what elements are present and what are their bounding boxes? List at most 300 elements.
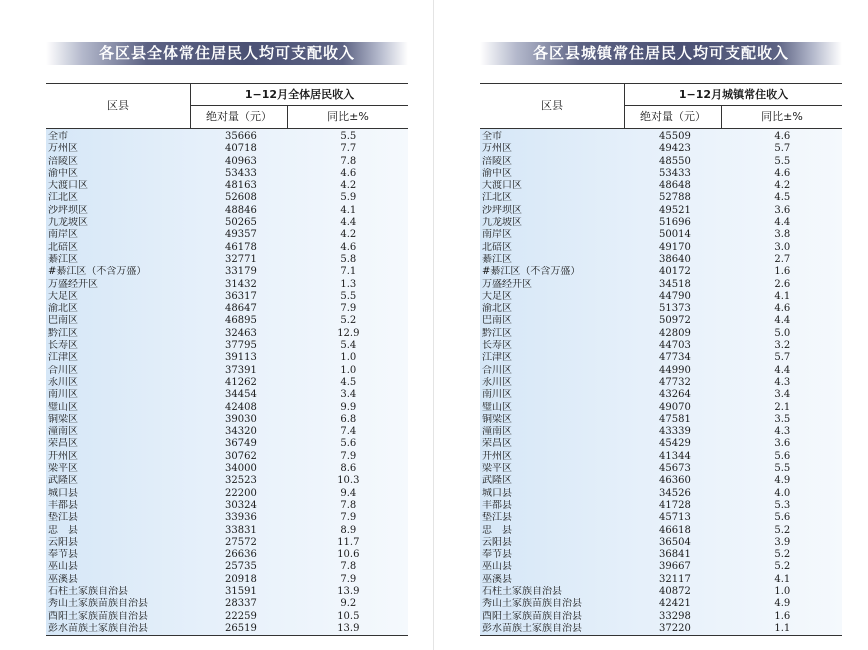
table-row: [46, 426, 408, 438]
yoy-change-cell: 7.8: [340, 155, 357, 167]
table-row: [46, 623, 408, 635]
table-row: [46, 156, 408, 168]
yoy-change-cell: 5.9: [340, 192, 357, 204]
yoy-change-cell: 5.3: [774, 499, 791, 511]
region-name-cell: 彭水苗族土家族自治县: [482, 622, 582, 634]
region-name-cell: #綦江区（不含万盛）: [482, 266, 581, 278]
region-name-cell: 江津区: [48, 352, 78, 364]
absolute-amount-cell: 46178: [225, 241, 257, 253]
table-row: [480, 402, 842, 414]
table-row: [46, 168, 408, 180]
absolute-amount-cell: 36841: [659, 549, 691, 561]
yoy-change-cell: 1.3: [340, 278, 357, 290]
absolute-amount-cell: 42408: [225, 401, 257, 413]
yoy-change-cell: 5.6: [774, 512, 791, 524]
region-name-cell: 涪陵区: [48, 155, 78, 167]
region-name-cell: 渝中区: [482, 167, 512, 179]
yoy-change-header: 同比±%: [327, 110, 369, 123]
absolute-amount-cell: 43264: [659, 389, 691, 401]
absolute-amount-cell: 38640: [659, 253, 691, 265]
table-row: [480, 389, 842, 401]
region-name-cell: 长寿区: [482, 340, 512, 352]
region-name-cell: 沙坪坝区: [482, 204, 522, 216]
yoy-change-cell: 7.9: [340, 450, 357, 462]
table-row: [480, 512, 842, 524]
absolute-amount-cell: 33936: [225, 512, 257, 524]
table-row: [46, 525, 408, 537]
region-name-cell: 云阳县: [482, 536, 512, 548]
region-name-cell: 南川区: [48, 389, 78, 401]
region-name-cell: 九龙坡区: [482, 217, 522, 229]
table-row: [480, 598, 842, 610]
absolute-amount-cell: 41728: [659, 499, 691, 511]
region-name-cell: 江北区: [482, 192, 512, 204]
absolute-amount-cell: 43339: [659, 426, 691, 438]
region-name-cell: 城口县: [48, 487, 78, 499]
table-row: [46, 537, 408, 549]
table-row: [480, 537, 842, 549]
table-row: [46, 303, 408, 315]
absolute-amount-cell: 39030: [225, 413, 257, 425]
panel-title: 各区县全体常住居民人均可支配收入: [46, 42, 408, 65]
absolute-amount-cell: 48550: [659, 155, 691, 167]
absolute-amount-cell: 46360: [659, 475, 691, 487]
yoy-change-header: 同比±%: [761, 110, 803, 123]
table-row: [480, 131, 842, 143]
absolute-amount-cell: 40172: [659, 266, 691, 278]
region-name-cell: 开州区: [48, 450, 78, 462]
region-name-cell: 武隆区: [48, 475, 78, 487]
yoy-change-cell: 4.4: [774, 315, 791, 327]
table-row: [46, 438, 408, 450]
absolute-amount-cell: 37220: [659, 622, 691, 634]
yoy-change-cell: 5.5: [774, 463, 791, 475]
yoy-change-cell: 2.7: [774, 253, 791, 265]
absolute-amount-cell: 32523: [225, 475, 257, 487]
yoy-change-cell: 3.6: [774, 204, 791, 216]
table-row: [46, 598, 408, 610]
absolute-amount-cell: 45673: [659, 463, 691, 475]
table-row: [480, 229, 842, 241]
region-name-cell: 长寿区: [48, 340, 78, 352]
table-row: [46, 488, 408, 500]
table-row: [480, 451, 842, 463]
region-name-cell: 荣昌区: [48, 438, 78, 450]
table-row: [480, 303, 842, 315]
absolute-amount-cell: 33298: [659, 610, 691, 622]
absolute-amount-cell: 48648: [659, 180, 691, 192]
region-name-cell: 丰都县: [482, 499, 512, 511]
absolute-amount-cell: 30324: [225, 499, 257, 511]
region-name-cell: 酉阳土家族苗族自治县: [48, 610, 148, 622]
table-row: [46, 180, 408, 192]
absolute-amount-cell: 50014: [659, 229, 691, 241]
yoy-change-cell: 4.2: [340, 180, 357, 192]
table-row: [46, 254, 408, 266]
table-row: [480, 217, 842, 229]
absolute-amount-cell: 22259: [225, 610, 257, 622]
absolute-amount-cell: 34000: [225, 463, 257, 475]
region-name-cell: 巫溪县: [48, 573, 78, 585]
region-name-cell: 南川区: [482, 389, 512, 401]
absolute-amount-cell: 33831: [225, 524, 257, 536]
absolute-amount-cell: 52608: [225, 192, 257, 204]
absolute-amount-cell: 27572: [225, 536, 257, 548]
yoy-change-cell: 4.9: [774, 475, 791, 487]
region-name-cell: 秀山土家族苗族自治县: [48, 598, 148, 610]
region-name-cell: 云阳县: [48, 536, 78, 548]
table-body: [46, 129, 408, 636]
region-name-cell: 丰都县: [48, 499, 78, 511]
table-row: [46, 586, 408, 598]
table-row: [46, 402, 408, 414]
yoy-change-cell: 7.8: [340, 499, 357, 511]
table-row: [480, 279, 842, 291]
region-name-cell: 大渡口区: [482, 180, 522, 192]
table-row: [480, 377, 842, 389]
region-name-cell: 九龙坡区: [48, 217, 88, 229]
region-name-cell: 渝北区: [48, 303, 78, 315]
yoy-change-cell: 5.0: [774, 327, 791, 339]
absolute-amount-cell: 39113: [225, 352, 257, 364]
yoy-change-cell: 5.8: [340, 253, 357, 265]
yoy-change-cell: 5.7: [774, 352, 791, 364]
absolute-amount-cell: 28337: [225, 598, 257, 610]
income-group-header: 1−12月城镇常住收入: [625, 84, 842, 106]
region-name-cell: 全市: [48, 131, 68, 142]
yoy-change-cell: 4.1: [774, 290, 791, 302]
absolute-amount-cell: 52788: [659, 192, 691, 204]
table-row: [480, 549, 842, 561]
region-name-cell: 綦江区: [48, 253, 78, 265]
table-row: [46, 451, 408, 463]
region-name-cell: 垫江县: [48, 512, 78, 524]
region-name-cell: 万盛经开区: [48, 278, 98, 290]
table-row: [480, 475, 842, 487]
yoy-change-cell: 13.9: [337, 585, 360, 597]
yoy-change-cell: 7.7: [340, 143, 357, 155]
yoy-change-cell: 3.4: [340, 389, 357, 401]
region-name-cell: 巴南区: [48, 315, 78, 327]
region-name-cell: 南岸区: [482, 229, 512, 241]
yoy-change-cell: 4.2: [340, 229, 357, 241]
all-residents-income-panel: [46, 42, 408, 636]
region-name-cell: 北碚区: [482, 241, 512, 253]
absolute-amount-cell: 40963: [225, 155, 257, 167]
absolute-amount-cell: 26636: [225, 549, 257, 561]
absolute-amount-cell: 49423: [659, 143, 691, 155]
table-row: [480, 525, 842, 537]
yoy-change-cell: 4.6: [340, 167, 357, 179]
yoy-change-cell: 7.1: [340, 266, 357, 278]
yoy-change-cell: 4.5: [340, 376, 357, 388]
yoy-change-cell: 5.6: [774, 450, 791, 462]
table-row: [480, 586, 842, 598]
yoy-change-cell: 7.9: [340, 512, 357, 524]
yoy-change-cell: 5.6: [340, 438, 357, 450]
yoy-change-cell: 5.2: [774, 524, 791, 536]
region-name-cell: 奉节县: [48, 549, 78, 561]
absolute-amount-cell: 48163: [225, 180, 257, 192]
table-header: [480, 84, 842, 129]
region-name-cell: 开州区: [482, 450, 512, 462]
table-row: [46, 205, 408, 217]
absolute-amount-cell: 22200: [225, 487, 257, 499]
absolute-amount-cell: 49521: [659, 204, 691, 216]
table-row: [480, 156, 842, 168]
table-row: [46, 549, 408, 561]
absolute-amount-cell: 20918: [225, 573, 257, 585]
absolute-amount-cell: 31591: [225, 585, 257, 597]
table-row: [46, 315, 408, 327]
absolute-amount-cell: 47581: [659, 413, 691, 425]
yoy-change-cell: 12.9: [337, 327, 360, 339]
table-row: [480, 574, 842, 586]
absolute-amount-cell: 40718: [225, 143, 257, 155]
region-name-cell: 武隆区: [482, 475, 512, 487]
region-name-cell: 石柱土家族自治县: [48, 585, 128, 597]
absolute-amount-cell: 46895: [225, 315, 257, 327]
table-row: [480, 414, 842, 426]
yoy-change-cell: 1.6: [774, 610, 791, 622]
absolute-amount-cell: 44990: [659, 364, 691, 376]
absolute-amount-cell: 42809: [659, 327, 691, 339]
yoy-change-cell: 4.3: [774, 376, 791, 388]
absolute-amount-cell: 49070: [659, 401, 691, 413]
absolute-amount-cell: 45429: [659, 438, 691, 450]
yoy-change-cell: 1.6: [774, 266, 791, 278]
yoy-change-cell: 8.9: [340, 524, 357, 536]
absolute-amount-cell: 36504: [659, 536, 691, 548]
region-name-cell: 大足区: [48, 290, 78, 302]
absolute-amount-cell: 53433: [659, 167, 691, 179]
region-name-cell: 荣昌区: [482, 438, 512, 450]
absolute-amount-cell: 35666: [225, 131, 257, 142]
table-row: [480, 242, 842, 254]
table-row: [46, 242, 408, 254]
table-row: [46, 340, 408, 352]
table-row: [46, 143, 408, 155]
yoy-change-cell: 4.0: [774, 487, 791, 499]
table-row: [46, 291, 408, 303]
region-name-cell: 巫山县: [48, 561, 78, 573]
yoy-change-cell: 7.4: [340, 426, 357, 438]
region-name-cell: 巫山县: [482, 561, 512, 573]
table-row: [480, 561, 842, 573]
region-name-cell: 江津区: [482, 352, 512, 364]
yoy-change-cell: 3.8: [774, 229, 791, 241]
absolute-amount-cell: 50265: [225, 217, 257, 229]
absolute-amount-cell: 44790: [659, 290, 691, 302]
absolute-amount-cell: 51696: [659, 217, 691, 229]
absolute-amount-cell: 49170: [659, 241, 691, 253]
yoy-change-cell: 5.2: [774, 561, 791, 573]
table-row: [480, 192, 842, 204]
yoy-change-cell: 5.5: [340, 131, 357, 142]
absolute-amount-cell: 53433: [225, 167, 257, 179]
absolute-amount-cell: 39667: [659, 561, 691, 573]
table-row: [480, 340, 842, 352]
yoy-change-cell: 2.1: [774, 401, 791, 413]
region-name-cell: 巫溪县: [482, 573, 512, 585]
region-name-cell: 渝北区: [482, 303, 512, 315]
region-name-cell: 綦江区: [482, 253, 512, 265]
yoy-change-cell: 7.9: [340, 303, 357, 315]
absolute-amount-cell: 34320: [225, 426, 257, 438]
yoy-change-cell: 11.7: [337, 536, 360, 548]
table-row: [46, 463, 408, 475]
region-name-cell: 城口县: [482, 487, 512, 499]
yoy-change-cell: 13.9: [337, 622, 360, 634]
table-row: [46, 512, 408, 524]
region-name-cell: 万州区: [482, 143, 512, 155]
region-name-cell: 全市: [482, 131, 502, 142]
table-row: [46, 266, 408, 278]
yoy-change-cell: 3.0: [774, 241, 791, 253]
table-row: [480, 254, 842, 266]
yoy-change-cell: 9.9: [340, 401, 357, 413]
yoy-change-cell: 5.2: [774, 549, 791, 561]
absolute-amount-cell: 45509: [659, 131, 691, 142]
yoy-change-cell: 5.5: [340, 290, 357, 302]
yoy-change-cell: 3.6: [774, 438, 791, 450]
region-name-cell: 酉阳土家族苗族自治县: [482, 610, 582, 622]
table-row: [46, 414, 408, 426]
yoy-change-cell: 10.6: [337, 549, 360, 561]
table-row: [480, 205, 842, 217]
table-row: [480, 352, 842, 364]
absolute-amount-cell: 47732: [659, 376, 691, 388]
yoy-change-cell: 1.0: [340, 352, 357, 364]
absolute-amount-cell: 37795: [225, 340, 257, 352]
region-name-cell: 奉节县: [482, 549, 512, 561]
region-name-cell: 秀山土家族苗族自治县: [482, 598, 582, 610]
region-name-cell: 潼南区: [48, 426, 78, 438]
region-name-cell: 永川区: [48, 376, 78, 388]
table-row: [46, 475, 408, 487]
region-name-cell: 渝中区: [48, 167, 78, 179]
absolute-amount-cell: 34526: [659, 487, 691, 499]
table-row: [480, 365, 842, 377]
absolute-amount-cell: 50972: [659, 315, 691, 327]
table-row: [480, 315, 842, 327]
absolute-amount-header: 绝对量（元）: [191, 106, 288, 128]
yoy-change-cell: 4.6: [340, 241, 357, 253]
absolute-amount-cell: 37391: [225, 364, 257, 376]
region-name-cell: 忠 县: [482, 524, 512, 536]
absolute-amount-cell: 33179: [225, 266, 257, 278]
absolute-amount-cell: 45713: [659, 512, 691, 524]
income-table: [480, 83, 842, 636]
table-row: [46, 328, 408, 340]
yoy-change-cell: 6.8: [340, 413, 357, 425]
table-row: [480, 143, 842, 155]
region-column-header: 区县: [480, 84, 625, 128]
table-row: [480, 426, 842, 438]
yoy-change-cell: 9.2: [340, 598, 357, 610]
region-name-cell: 合川区: [482, 364, 512, 376]
region-name-cell: 忠 县: [48, 524, 78, 536]
yoy-change-cell: 3.9: [774, 536, 791, 548]
table-row: [46, 561, 408, 573]
absolute-amount-cell: 34518: [659, 278, 691, 290]
table-row: [46, 611, 408, 623]
absolute-amount-cell: 32463: [225, 327, 257, 339]
region-name-cell: 万州区: [48, 143, 78, 155]
absolute-amount-cell: 42421: [659, 598, 691, 610]
yoy-change-cell: 2.6: [774, 278, 791, 290]
yoy-change-cell: 4.6: [774, 131, 791, 142]
yoy-change-cell: 4.6: [774, 167, 791, 179]
region-name-cell: 万盛经开区: [482, 278, 532, 290]
absolute-amount-header: 绝对量（元）: [625, 106, 722, 128]
absolute-amount-cell: 30762: [225, 450, 257, 462]
yoy-change-cell: 8.6: [340, 463, 357, 475]
absolute-amount-cell: 40872: [659, 585, 691, 597]
yoy-change-cell: 4.2: [774, 180, 791, 192]
table-row: [480, 611, 842, 623]
region-name-cell: 铜梁区: [48, 413, 78, 425]
table-row: [46, 217, 408, 229]
region-name-cell: 璧山区: [482, 401, 512, 413]
table-row: [46, 389, 408, 401]
absolute-amount-cell: 36317: [225, 290, 257, 302]
region-name-cell: 江北区: [48, 192, 78, 204]
region-name-cell: 沙坪坝区: [48, 204, 88, 216]
yoy-change-cell: 1.1: [774, 622, 791, 634]
region-name-cell: 潼南区: [482, 426, 512, 438]
yoy-change-cell: 5.2: [340, 315, 357, 327]
absolute-amount-cell: 32117: [659, 573, 691, 585]
yoy-change-cell: 9.4: [340, 487, 357, 499]
absolute-amount-cell: 26519: [225, 622, 257, 634]
yoy-change-cell: 3.4: [774, 389, 791, 401]
table-row: [480, 291, 842, 303]
table-row: [480, 623, 842, 635]
table-row: [46, 229, 408, 241]
absolute-amount-cell: 44703: [659, 340, 691, 352]
region-name-cell: 石柱土家族自治县: [482, 585, 562, 597]
table-row: [46, 377, 408, 389]
table-row: [480, 168, 842, 180]
region-name-cell: 黔江区: [48, 327, 78, 339]
region-name-cell: 璧山区: [48, 401, 78, 413]
table-row: [46, 365, 408, 377]
table-row: [480, 180, 842, 192]
yoy-change-cell: 4.4: [774, 217, 791, 229]
absolute-amount-cell: 48846: [225, 204, 257, 216]
absolute-amount-cell: 47734: [659, 352, 691, 364]
yoy-change-cell: 7.9: [340, 573, 357, 585]
region-name-cell: 北碚区: [48, 241, 78, 253]
region-name-cell: 大渡口区: [48, 180, 88, 192]
table-row: [480, 500, 842, 512]
absolute-amount-cell: 51373: [659, 303, 691, 315]
region-name-cell: 永川区: [482, 376, 512, 388]
yoy-change-cell: 4.4: [340, 217, 357, 229]
income-group-header: 1−12月全体居民收入: [191, 84, 408, 106]
urban-residents-income-panel: [480, 42, 842, 636]
yoy-change-cell: 4.3: [774, 426, 791, 438]
yoy-change-cell: 4.6: [774, 303, 791, 315]
yoy-change-cell: 10.3: [337, 475, 360, 487]
yoy-change-cell: 5.7: [774, 143, 791, 155]
table-row: [46, 131, 408, 143]
region-name-cell: 黔江区: [482, 327, 512, 339]
yoy-change-cell: 3.2: [774, 340, 791, 352]
yoy-change-cell: 4.9: [774, 598, 791, 610]
table-row: [480, 328, 842, 340]
